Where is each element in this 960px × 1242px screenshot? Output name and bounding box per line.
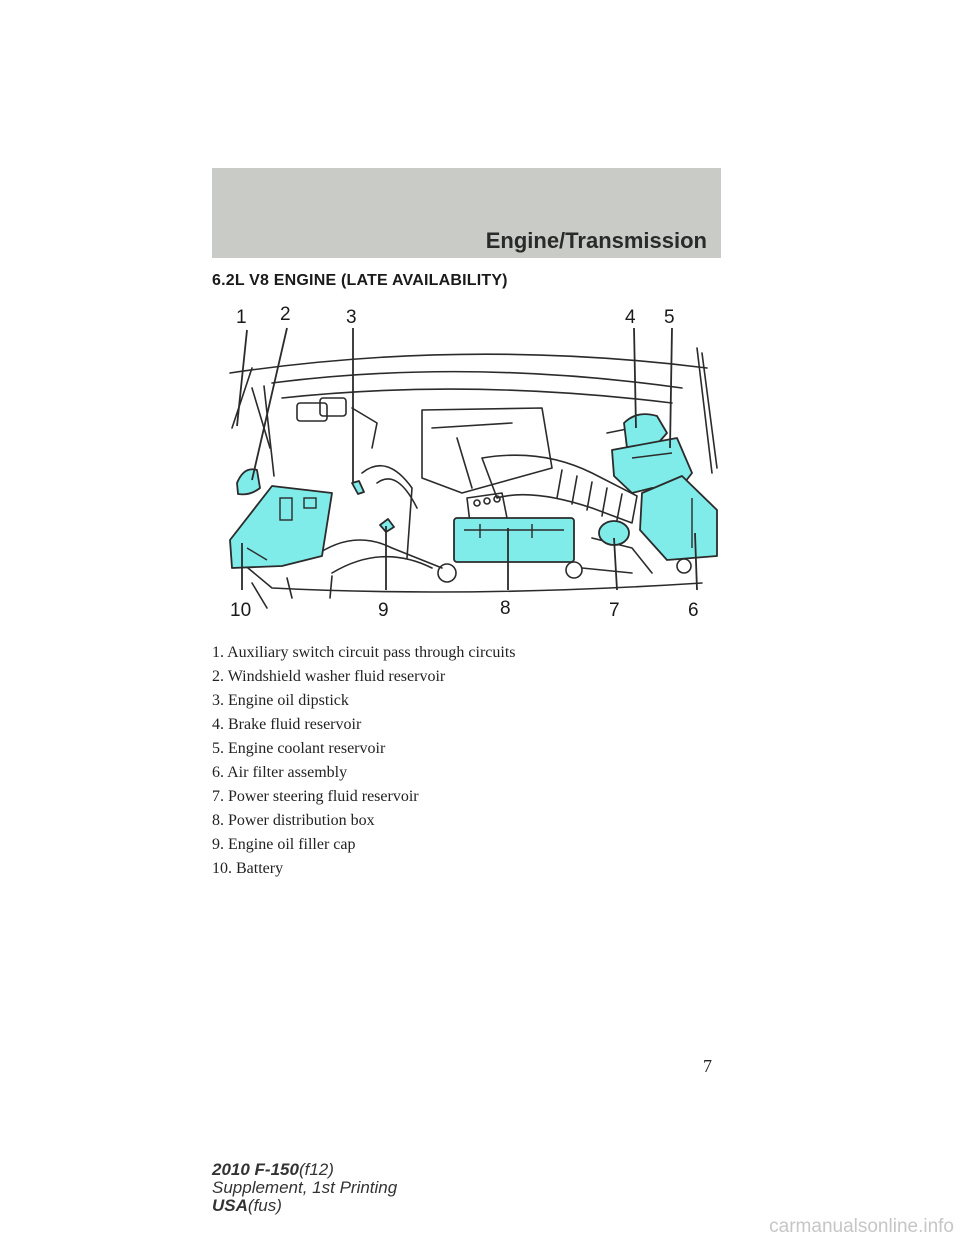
legend-item: 5. Engine coolant reservoir (212, 740, 386, 757)
air-filter-assembly-shape (640, 476, 717, 560)
watermark: carmanualsonline.info (769, 1216, 954, 1237)
callout-6: 6 (688, 600, 699, 621)
footer-model-code: (f12) (298, 1160, 334, 1179)
callout-5: 5 (664, 307, 675, 328)
footer-model: 2010 F-150 (212, 1160, 299, 1179)
legend-item: 2. Windshield washer fluid reservoir (212, 668, 446, 685)
callout-7: 7 (609, 600, 620, 621)
page-number: 7 (703, 1056, 712, 1076)
legend-item: 6. Air filter assembly (212, 764, 348, 781)
callout-4: 4 (625, 307, 636, 328)
legend-item: 4. Brake fluid reservoir (212, 716, 362, 733)
callout-9: 9 (378, 600, 389, 621)
legend-item: 7. Power steering fluid reservoir (212, 788, 419, 805)
callout-3: 3 (346, 307, 357, 328)
callout-10: 10 (230, 600, 252, 621)
footer-edition: Supplement, 1st Printing (212, 1178, 398, 1197)
footer (212, 1161, 397, 1215)
header-band (212, 168, 721, 258)
engine-diagram (212, 298, 722, 628)
washer-reservoir-cap (237, 469, 260, 494)
legend-item: 1. Auxiliary switch circuit pass through circuits (212, 644, 516, 661)
callout-1: 1 (236, 307, 247, 328)
section-heading: 6.2L V8 ENGINE (LATE AVAILABILITY) (212, 272, 508, 289)
callout-8: 8 (500, 598, 511, 619)
oil-filler-cap-shape (380, 519, 394, 532)
component-legend (212, 641, 732, 881)
legend-item: 9. Engine oil filler cap (212, 836, 356, 853)
legend-item: 8. Power distribution box (212, 812, 375, 829)
footer-market: USA (212, 1196, 248, 1215)
legend-item: 3. Engine oil dipstick (212, 692, 349, 709)
legend-item: 10. Battery (212, 860, 284, 877)
power-distribution-box-shape (454, 518, 574, 562)
intake-cover (422, 408, 552, 493)
callout-2: 2 (280, 304, 291, 325)
header-title: Engine/Transmission (485, 228, 707, 253)
footer-market-code: (fus) (247, 1196, 282, 1215)
